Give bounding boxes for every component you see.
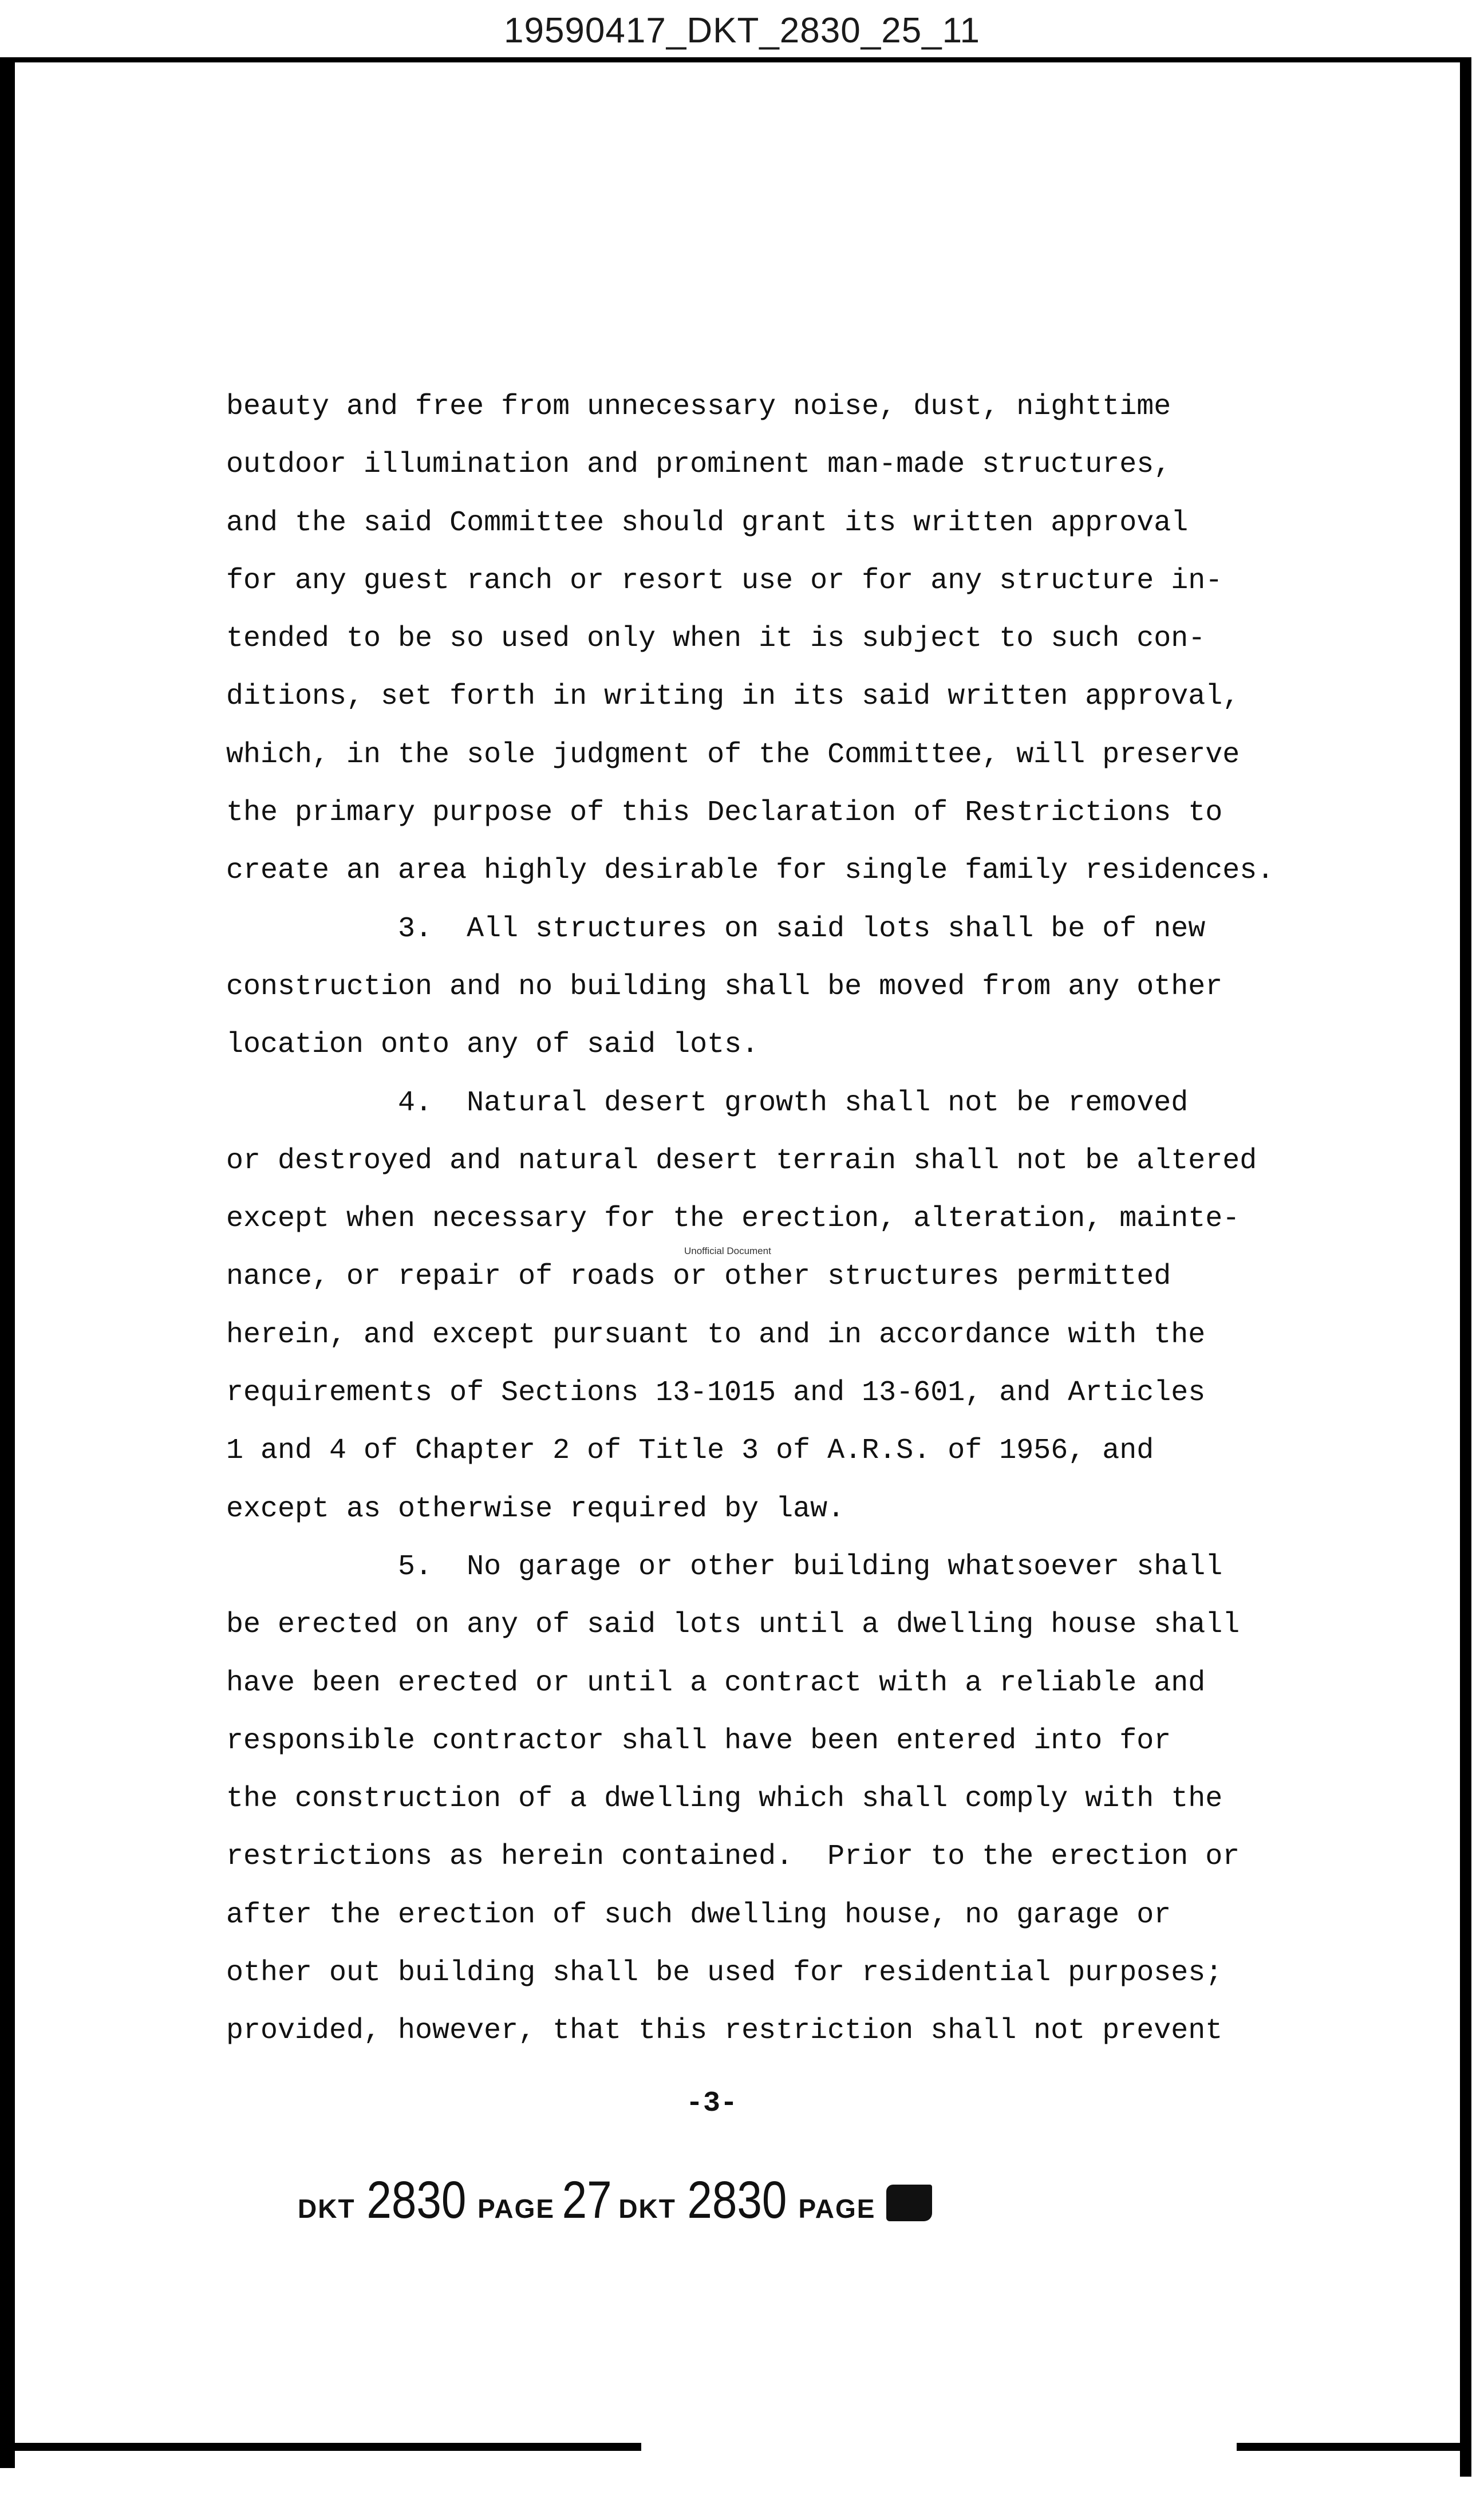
body-line: create an area highly desirable for single family residences. bbox=[226, 854, 1274, 888]
document-body bbox=[226, 378, 1314, 2060]
body-line: after the erection of such dwelling house, no garage or bbox=[226, 1898, 1171, 1931]
scan-frame-bottom-gap bbox=[641, 2442, 1237, 2451]
body-line: 1 and 4 of Chapter 2 of Title 3 of A.R.S. of 1956, and bbox=[226, 1434, 1154, 1468]
stamp-page-label-1: PAGE bbox=[477, 2194, 555, 2224]
body-line: other out building shall be used for residential purposes; bbox=[226, 1957, 1223, 1990]
body-line: nance, or repair of roads or other structures permitted bbox=[226, 1260, 1171, 1294]
body-line: except as otherwise required by law. bbox=[226, 1492, 845, 1525]
scan-frame-top bbox=[0, 57, 1466, 62]
body-line: requirements of Sections 13-1015 and 13-601, and Articles bbox=[226, 1377, 1206, 1410]
body-line: restrictions as herein contained. Prior to the erection or bbox=[226, 1840, 1240, 1874]
body-line: beauty and free from unnecessary noise, dust, nighttime bbox=[226, 391, 1171, 423]
stamp-ink-blot bbox=[886, 2185, 932, 2221]
body-line: 3. All structures on said lots shall be of new bbox=[226, 912, 1206, 945]
stamp-dkt-number-2: 2830 bbox=[687, 2171, 787, 2229]
body-line: or destroyed and natural desert terrain shall not be altered bbox=[226, 1144, 1257, 1177]
body-line: construction and no building shall be moved from any other bbox=[226, 970, 1223, 1003]
body-line: provided, however, that this restriction shall not prevent bbox=[226, 2015, 1223, 2048]
body-line: 4. Natural desert growth shall not be removed bbox=[226, 1086, 1189, 1119]
stamp-dkt-label-1: DKT bbox=[298, 2194, 356, 2224]
body-line: which, in the sole judgment of the Committee, will preserve bbox=[226, 738, 1240, 771]
document-id: 19590417_DKT_2830_25_11 bbox=[503, 11, 981, 50]
body-line: have been erected or until a contract with a reliable and bbox=[226, 1666, 1206, 1700]
body-line: and the said Committee should grant its written approval bbox=[226, 506, 1189, 539]
body-line: except when necessary for the erection, alteration, mainte- bbox=[226, 1203, 1240, 1236]
body-line: ditions, set forth in writing in its said written approval, bbox=[226, 680, 1240, 714]
body-line: the construction of a dwelling which shall comply with the bbox=[226, 1783, 1223, 1816]
body-line: herein, and except pursuant to and in accordance with the bbox=[226, 1318, 1206, 1351]
body-line: the primary purpose of this Declaration of Restrictions to bbox=[226, 797, 1223, 830]
scan-frame-left bbox=[0, 57, 15, 2468]
body-line: be erected on any of said lots until a dwelling house shall bbox=[226, 1609, 1240, 1642]
stamp-dkt-label-2: DKT bbox=[618, 2194, 676, 2224]
docket-stamp bbox=[298, 2170, 932, 2230]
body-line: responsible contractor shall have been entered into for bbox=[226, 1724, 1171, 1757]
body-line: 5. No garage or other building whatsoever shall bbox=[226, 1550, 1223, 1583]
watermark: Unofficial Document bbox=[684, 1245, 771, 1256]
stamp-dkt-number-1: 2830 bbox=[366, 2171, 467, 2229]
scan-frame-right bbox=[1460, 57, 1471, 2477]
body-line: outdoor illumination and prominent man-made structures, bbox=[226, 448, 1171, 482]
stamp-page-number-1: 27 bbox=[562, 2171, 612, 2229]
body-line: location onto any of said lots. bbox=[226, 1028, 759, 1062]
stamp-page-label-2: PAGE bbox=[798, 2194, 876, 2224]
page-number: -3- bbox=[686, 2087, 738, 2120]
body-line: tended to be so used only when it is subject to such con- bbox=[226, 622, 1206, 656]
body-line: for any guest ranch or resort use or for any structure in- bbox=[226, 564, 1223, 597]
